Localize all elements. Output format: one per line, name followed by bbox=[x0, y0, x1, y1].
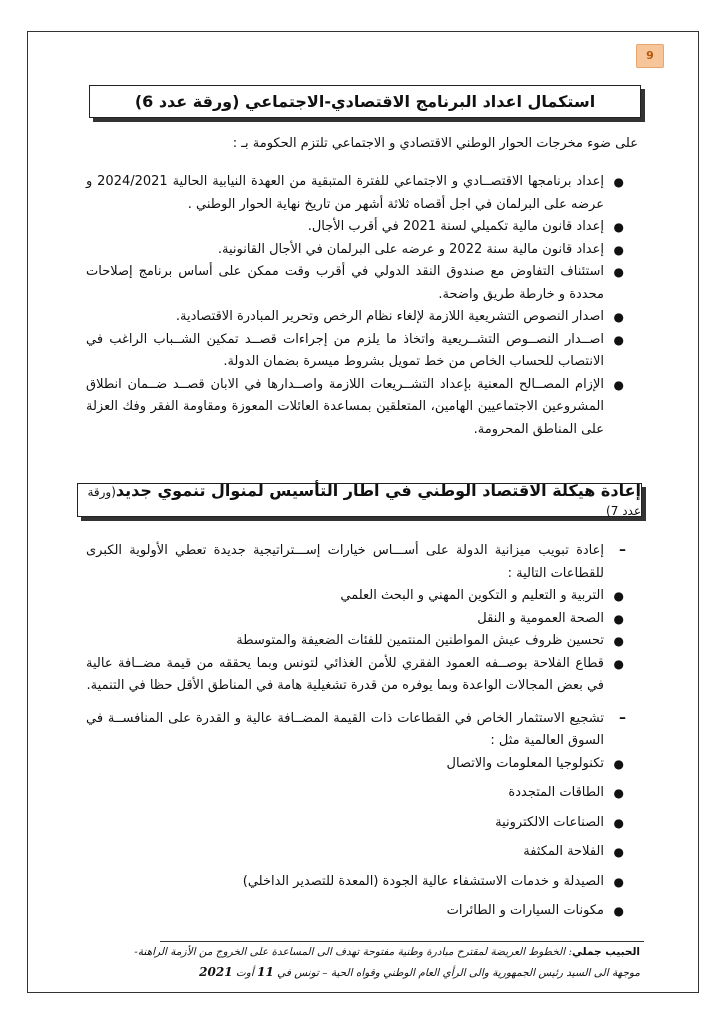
section1-title: استكمال اعداد البرنامج الاقتصادي-الاجتماعي (ورقة عدد 6) bbox=[134, 92, 596, 111]
footer-date-year: 2021 bbox=[199, 965, 233, 979]
footer-line-2 bbox=[100, 965, 640, 979]
footer-author: الحبيب جملي bbox=[572, 946, 640, 958]
bullet-icon: ● bbox=[613, 242, 624, 257]
list-item: ● الصناعات الالكترونية bbox=[86, 812, 626, 835]
footer-line-1 bbox=[100, 946, 640, 958]
bullet-icon: ● bbox=[613, 634, 624, 648]
list-item: ● التربية و التعليم و التكوين المهني و البحث العلمي bbox=[86, 585, 626, 608]
list-item: – تشجيع الاستثمار الخاص في القطاعات ذات القيمة المضــافة عالية و القدرة على المنافســة في السوق العالمية مثل : bbox=[86, 708, 626, 753]
list-item: ● تكنولوجيا المعلومات والاتصال bbox=[86, 753, 626, 776]
list-item: ● الصحة العمومية و النقل bbox=[86, 608, 626, 631]
list-item: ● استئناف التفاوض مع صندوق النقد الدولي في أقرب وقت ممكن على أساس برنامج إصلاحات محددة و خارطة طريق واضحة. bbox=[86, 261, 626, 306]
bullet-icon: ● bbox=[613, 220, 624, 234]
section2-title-suffix: (ورقة عدد 7) bbox=[87, 485, 641, 518]
list-item: ● إعداد قانون مالية سنة 2022 و عرضه على البرلمان في الأجال القانونية. bbox=[86, 239, 626, 262]
list-item: ● مكونات السيارات و الطائرات bbox=[86, 900, 626, 923]
list-item: ● تحسين ظروف عيش المواطنين المنتمين للفئات الضعيفة والمتوسطة bbox=[86, 630, 626, 653]
bullet-icon: ● bbox=[613, 611, 624, 626]
page-number: 9 bbox=[636, 44, 664, 68]
list-item: ● الصيدلة و خدمات الاستشفاء عالية الجودة (المعدة للتصدير الداخلي) bbox=[86, 871, 626, 894]
section1-title-box bbox=[89, 85, 641, 118]
bullet-icon: ● bbox=[613, 874, 624, 889]
footer-divider bbox=[160, 941, 644, 942]
dash-icon: – bbox=[619, 709, 626, 726]
footer-text-2: موجهة الى السيد رئيس الجمهورية والى الرأي العام الوطني وقواه الحية – تونس في bbox=[277, 967, 640, 979]
list-item: ● إعداد برنامجها الاقتصــادي و الاجتماعي للفترة المتبقية من العهدة النيابية الحالية 2024/2021 و عرضه على البرلمان في اجل أقصاه ثلاثة أشهر من تاريخ نهاية الحوار الوطني . bbox=[86, 171, 626, 216]
section1-list bbox=[86, 171, 626, 441]
footer-text-1: : الخطوط العريضة لمقترح مبادرة وطنية مفتوحة تهدف الى المساعدة على الخروج من الأزمة الراهنة- bbox=[134, 946, 573, 958]
list-item: – إعادة تبويب ميزانية الدولة على أســـاس خيارات إســـتراتيجية جديدة تعطي الأولوية الكبرى للقطاعات التالية : bbox=[86, 540, 626, 585]
dash-icon: – bbox=[619, 542, 626, 558]
list-item: ● قطاع الفلاحة بوصــفه العمود الفقري للأمن الغذائي لتونس وبما يحققه من قيمة مضــافة عالية في بعض المجالات الواعدة وبما يوفره من قدرة تشغيلية هامة في المناطق الأقل حظا في التنمية. bbox=[86, 653, 626, 698]
bullet-icon: ● bbox=[613, 310, 624, 324]
bullet-icon: ● bbox=[613, 656, 624, 671]
section2-title: إعادة هيكلة الاقتصاد الوطني في اطار التأسيس لمنوال تنموي جديد(ورقة عدد 7) bbox=[87, 481, 641, 518]
section2-title-box bbox=[77, 483, 642, 517]
bullet-icon: ● bbox=[613, 815, 624, 830]
bullet-icon: ● bbox=[613, 377, 624, 392]
list-item: ● إعداد قانون مالية تكميلي لسنة 2021 في أقرب الأجال. bbox=[86, 216, 626, 239]
bullet-icon: ● bbox=[613, 845, 624, 859]
bullet-icon: ● bbox=[613, 175, 624, 189]
bullet-icon: ● bbox=[613, 332, 624, 347]
footer-date-month: أوت bbox=[235, 967, 254, 979]
footer-date-day: 11 bbox=[257, 965, 274, 979]
list-item: ● الطاقات المتجددة bbox=[86, 782, 626, 805]
list-item: ● اصــدار النصــوص التشــريعية واتخاذ ما يلزم من إجراءات قصــد تمكين الشــباب الراغب في الانتصاب للحساب الخاص من خط تمويل بشروط ميسرة بضمان الدولة. bbox=[86, 329, 626, 374]
bullet-icon: ● bbox=[613, 589, 624, 603]
bullet-icon: ● bbox=[613, 786, 624, 800]
list-item: ● الفلاحة المكثفة bbox=[86, 841, 626, 864]
list-item: ● الإزام المصــالح المعنية بإعداد التشــريعات اللازمة واصــدارها في الابان قصــد ضــمان انطلاق المشروعين الاجتماعيين الهامين، المتعلقين بمساعدة العائلات المعوزة ومقاومة الفقر وفك العزلة على المناطق المحرومة. bbox=[86, 374, 626, 442]
bullet-icon: ● bbox=[613, 756, 624, 771]
section2-list bbox=[86, 540, 626, 930]
bullet-icon: ● bbox=[613, 904, 624, 918]
bullet-icon: ● bbox=[613, 265, 624, 279]
list-item: ● اصدار النصوص التشريعية اللازمة لإلغاء نظام الرخص وتحرير المبادرة الاقتصادية. bbox=[86, 306, 626, 329]
section1-intro: على ضوء مخرجات الحوار الوطني الاقتصادي و الاجتماعي تلتزم الحكومة بـ : bbox=[232, 136, 638, 151]
